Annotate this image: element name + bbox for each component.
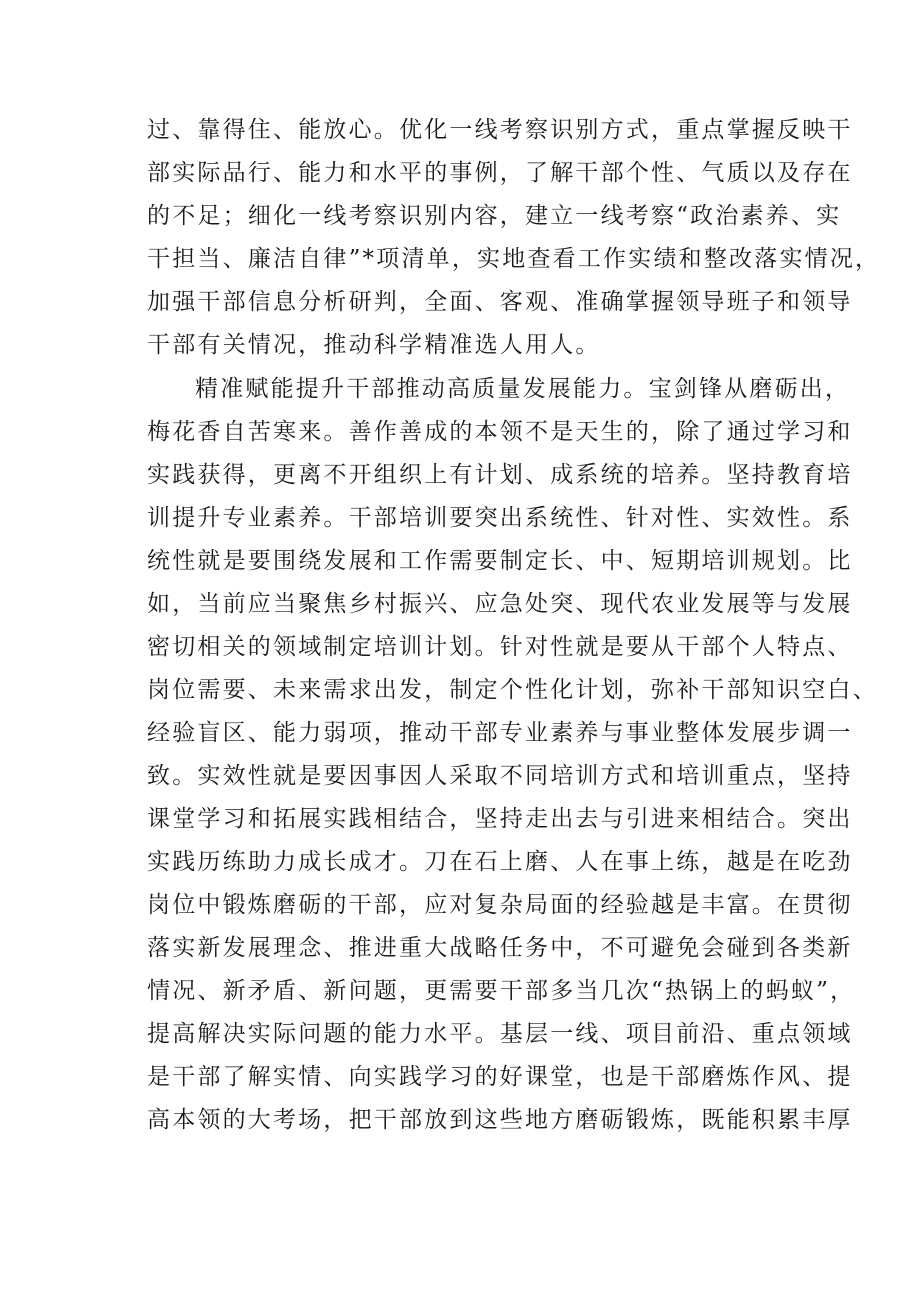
text-line: 部实际品行、能力和水平的事例，了解干部个性、气质以及存在: [147, 160, 853, 186]
text-line: 课堂学习和拓展实践相结合，坚持走出去与引进来相结合。突出: [147, 806, 853, 832]
text-line: 密切相关的领域制定培训计划。针对性就是要从干部个人特点、: [147, 634, 853, 660]
text-line: 的不足；细化一线考察识别内容，建立一线考察“政治素养、实: [147, 203, 842, 229]
text-line: 干担当、廉洁自律”*项清单，实地查看工作实绩和整改落实情况，: [147, 246, 881, 272]
text-line: 干部有关情况，推动科学精准选人用人。: [147, 332, 601, 358]
text-line: 过、靠得住、能放心。优化一线考察识别方式，重点掌握反映干: [147, 117, 853, 143]
text-line: 是干部了解实情、向实践学习的好课堂，也是干部磨炼作风、提: [147, 1064, 853, 1090]
text-line: 岗位中锻炼磨砺的干部，应对复杂局面的经验越是丰富。在贯彻: [147, 892, 853, 918]
text-line: 加强干部信息分析研判，全面、客观、准确掌握领导班子和领导: [147, 289, 853, 315]
text-line: 致。实效性就是要因事因人采取不同培训方式和培训重点，坚持: [147, 763, 853, 789]
text-line: 高本领的大考场，把干部放到这些地方磨砺锻炼，既能积累丰厚: [147, 1107, 853, 1133]
text-line: 落实新发展理念、推进重大战略任务中，不可避免会碰到各类新: [147, 935, 853, 961]
text-line: 实践获得，更离不开组织上有计划、成系统的培养。坚持教育培: [147, 462, 853, 488]
text-line: 经验盲区、能力弱项，推动干部专业素养与事业整体发展步调一: [147, 720, 853, 746]
text-line: 提高解决实际问题的能力水平。基层一线、项目前沿、重点领域: [147, 1021, 853, 1047]
text-line: 统性就是要围绕发展和工作需要制定长、中、短期培训规划。比: [147, 548, 853, 574]
text-line: 如，当前应当聚焦乡村振兴、应急处突、现代农业发展等与发展: [147, 591, 853, 617]
text-line: 实践历练助力成长成才。刀在石上磨、人在事上练，越是在吃劲: [147, 849, 853, 875]
text-line: 梅花香自苦寒来。善作善成的本领不是天生的，除了通过学习和: [147, 419, 853, 445]
text-line: 情况、新矛盾、新问题，更需要干部多当几次“热锅上的蚂蚁”，: [147, 978, 856, 1004]
text-line: 训提升专业素养。干部培训要突出系统性、针对性、实效性。系: [147, 505, 853, 531]
paragraph-first-line: 精准赋能提升干部推动高质量发展能力。宝剑锋从磨砺出，: [195, 376, 851, 402]
text-line: 岗位需要、未来需求出发，制定个性化计划，弥补干部知识空白、: [147, 677, 878, 703]
